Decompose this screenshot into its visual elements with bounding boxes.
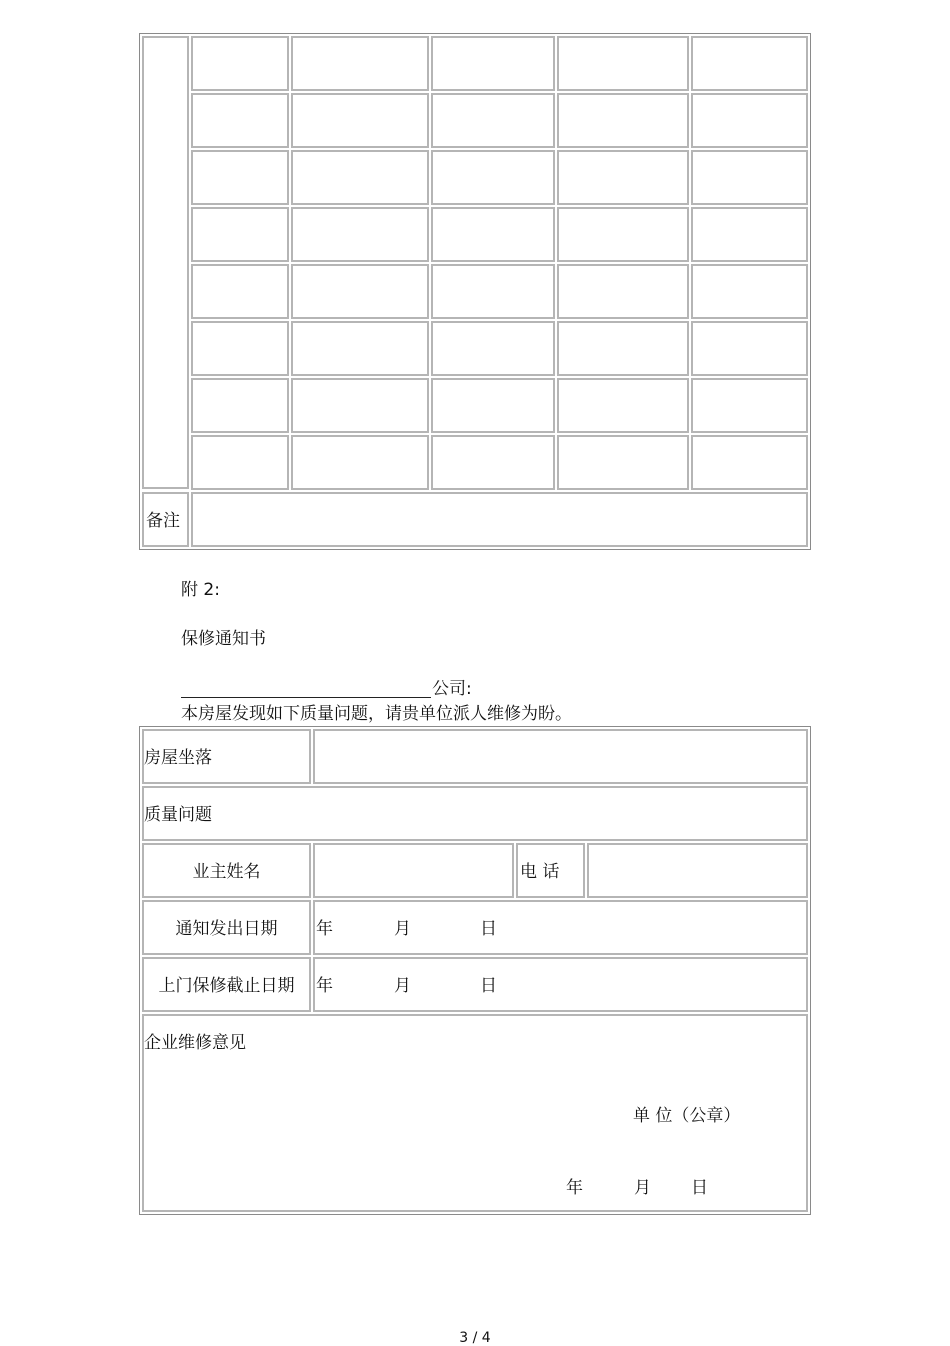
top-table-cell[interactable] bbox=[191, 321, 289, 376]
top-table-cell[interactable] bbox=[431, 378, 555, 433]
top-table-cell[interactable] bbox=[291, 36, 429, 91]
top-table-cell[interactable] bbox=[691, 435, 808, 490]
deadline-value-cell[interactable] bbox=[313, 957, 808, 1012]
deadline-day: 日 bbox=[480, 976, 497, 996]
location-label-cell bbox=[142, 729, 311, 784]
top-table-cell[interactable] bbox=[291, 150, 429, 205]
top-table-cell[interactable] bbox=[291, 435, 429, 490]
top-table-cell[interactable] bbox=[557, 93, 689, 148]
top-table-cell[interactable] bbox=[691, 264, 808, 319]
top-table-cell[interactable] bbox=[191, 36, 289, 91]
remark-label: 备注 bbox=[146, 511, 180, 531]
notice-date-year: 年 bbox=[316, 919, 333, 939]
notice-date-label-cell bbox=[142, 900, 311, 955]
deadline-month: 月 bbox=[394, 976, 411, 996]
deadline-label-cell bbox=[142, 957, 311, 1012]
top-table-cell[interactable] bbox=[557, 435, 689, 490]
owner-label-cell bbox=[142, 843, 311, 898]
notice-date-month: 月 bbox=[394, 919, 411, 939]
deadline-label: 上门保修截止日期 bbox=[158, 976, 295, 996]
top-table-cell[interactable] bbox=[291, 264, 429, 319]
top-table-cell[interactable] bbox=[691, 150, 808, 205]
appendix-label: 附 2: bbox=[181, 580, 220, 600]
page-number: 3 / 4 bbox=[459, 1330, 491, 1346]
top-table-cell[interactable] bbox=[557, 36, 689, 91]
notice-date-value-cell[interactable] bbox=[313, 900, 808, 955]
quality-cell[interactable] bbox=[142, 786, 808, 841]
opinion-year: 年 bbox=[566, 1178, 583, 1198]
owner-label: 业主姓名 bbox=[192, 862, 261, 882]
top-table-cell[interactable] bbox=[557, 378, 689, 433]
owner-value-cell[interactable] bbox=[313, 843, 514, 898]
location-label: 房屋坐落 bbox=[144, 748, 212, 768]
opinion-label: 企业维修意见 bbox=[144, 1033, 246, 1053]
top-table-cell[interactable] bbox=[291, 321, 429, 376]
top-table-cell[interactable] bbox=[191, 93, 289, 148]
top-table-cell[interactable] bbox=[431, 321, 555, 376]
top-table-cell[interactable] bbox=[191, 150, 289, 205]
top-table-cell[interactable] bbox=[691, 93, 808, 148]
top-table-cell[interactable] bbox=[557, 207, 689, 262]
quality-label: 质量问题 bbox=[144, 805, 212, 825]
top-table-left-cell bbox=[142, 36, 189, 489]
deadline-year: 年 bbox=[316, 976, 333, 996]
phone-value-cell[interactable] bbox=[587, 843, 808, 898]
top-table-cell[interactable] bbox=[291, 93, 429, 148]
remark-value-cell[interactable] bbox=[191, 492, 808, 547]
top-table-cell[interactable] bbox=[691, 207, 808, 262]
company-suffix: 公司: bbox=[432, 679, 472, 699]
notice-title: 保修通知书 bbox=[181, 629, 266, 649]
top-table-cell[interactable] bbox=[431, 264, 555, 319]
top-table-cell[interactable] bbox=[431, 150, 555, 205]
top-table-cell[interactable] bbox=[191, 378, 289, 433]
notice-date-day: 日 bbox=[480, 919, 497, 939]
remark-label-cell bbox=[142, 492, 189, 547]
location-value-cell[interactable] bbox=[313, 729, 808, 784]
top-table-cell[interactable] bbox=[191, 435, 289, 490]
intro-text: 本房屋发现如下质量问题，请贵单位派人维修为盼。 bbox=[181, 704, 572, 724]
top-table-cell[interactable] bbox=[291, 207, 429, 262]
notice-date-label: 通知发出日期 bbox=[175, 919, 278, 939]
top-table-cell[interactable] bbox=[191, 207, 289, 262]
top-table-cell[interactable] bbox=[431, 207, 555, 262]
opinion-month: 月 bbox=[634, 1178, 651, 1198]
phone-label: 电 话 bbox=[520, 862, 560, 882]
top-table-cell[interactable] bbox=[691, 36, 808, 91]
company-name-blank[interactable] bbox=[181, 697, 431, 698]
top-table-cell[interactable] bbox=[557, 264, 689, 319]
top-table-cell[interactable] bbox=[191, 264, 289, 319]
seal-label: 单 位（公章） bbox=[633, 1106, 741, 1126]
top-table-cell[interactable] bbox=[691, 321, 808, 376]
phone-label-cell bbox=[516, 843, 585, 898]
top-table-cell[interactable] bbox=[557, 150, 689, 205]
top-table-cell[interactable] bbox=[291, 378, 429, 433]
opinion-cell[interactable] bbox=[142, 1014, 808, 1212]
top-table-cell[interactable] bbox=[431, 36, 555, 91]
top-table-cell[interactable] bbox=[691, 378, 808, 433]
top-table-cell[interactable] bbox=[557, 321, 689, 376]
opinion-day: 日 bbox=[691, 1178, 708, 1198]
top-table-cell[interactable] bbox=[431, 435, 555, 490]
top-table-cell[interactable] bbox=[431, 93, 555, 148]
